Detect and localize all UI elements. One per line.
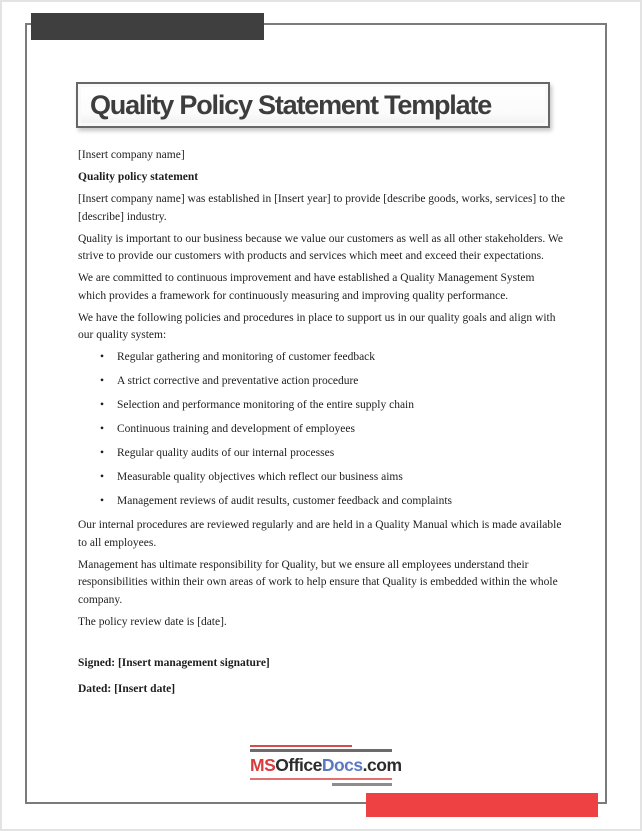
logo-top-red-line (250, 745, 352, 747)
logo-com-text: .com (362, 755, 402, 775)
policy-list-item-text: Selection and performance monitoring of the entire supply chain (117, 399, 414, 411)
paragraph-quality-important: Quality is important to our business because we value our customers as well as all other stakeholders. We strive to provide our customers with products and services which meet and exceed their expectations. (78, 232, 563, 262)
footer-logo (0, 745, 642, 786)
top-accent-bar (31, 13, 264, 40)
bullet-icon: • (100, 375, 105, 387)
logo-ms-text: MS (250, 755, 276, 775)
policy-list-item (78, 445, 565, 463)
footer-logo-inner (250, 745, 402, 786)
policy-list-item-text: A strict corrective and preventative action procedure (117, 375, 359, 387)
bottom-accent-bar (366, 793, 598, 817)
policy-list (78, 349, 565, 511)
logo-docs-text: Docs (321, 755, 363, 775)
bullet-icon: • (100, 423, 105, 435)
bullet-icon: • (100, 351, 105, 363)
policy-list-item (78, 373, 565, 391)
paragraph-policies-intro: We have the following policies and procedures in place to support us in our quality goals and align with our quality system: (78, 311, 556, 341)
policy-list-item (78, 421, 565, 439)
page-title: Quality Policy Statement Template (90, 89, 492, 120)
policy-list-item (78, 397, 565, 415)
signed-line: Signed: [Insert management signature] (78, 657, 270, 669)
policy-list-item-text: Measurable quality objectives which reflect our business aims (117, 471, 403, 483)
policy-list-item-text: Continuous training and development of employees (117, 423, 355, 435)
document-body (78, 147, 565, 703)
policy-list-item-text: Management reviews of audit results, customer feedback and complaints (117, 495, 452, 507)
logo-bottom-gray-line (332, 783, 392, 786)
section-heading: Quality policy statement (78, 171, 199, 183)
footer-logo-text (250, 754, 402, 776)
paragraph-review-date: The policy review date is [date]. (78, 615, 227, 628)
paragraph-internal-procedures: Our internal procedures are reviewed regularly and are held in a Quality Manual which is made available to all employees. (78, 519, 562, 549)
paragraph-committed: We are committed to continuous improvement and have established a Quality Management System which provides a framework for continuously measuring and improving quality performance. (78, 272, 535, 302)
bullet-icon: • (100, 471, 105, 483)
dated-line: Dated: [Insert date] (78, 683, 176, 695)
policy-list-item (78, 349, 565, 367)
policy-list-item (78, 469, 565, 487)
title-box (76, 82, 550, 128)
bullet-icon: • (100, 495, 105, 507)
logo-top-gray-line (250, 749, 392, 752)
policy-list-item (78, 493, 565, 511)
logo-office-text: Office (275, 755, 322, 775)
policy-list-item-text: Regular quality audits of our internal processes (117, 447, 335, 459)
policy-list-item-text: Regular gathering and monitoring of customer feedback (117, 351, 376, 363)
bullet-icon: • (100, 399, 105, 411)
paragraph-management-responsibility: Management has ultimate responsibility for Quality, but we ensure all employees understand their responsibilities within their own areas of work to help ensure that Quality is embedded within the whole company. (78, 558, 558, 606)
bullet-icon: • (100, 447, 105, 459)
logo-bottom-red-line (250, 778, 392, 780)
company-name-placeholder: [Insert company name] (78, 149, 185, 161)
paragraph-established: [Insert company name] was established in [Insert year] to provide [describe goods, works, services] to the [describe] industry. (78, 193, 565, 223)
